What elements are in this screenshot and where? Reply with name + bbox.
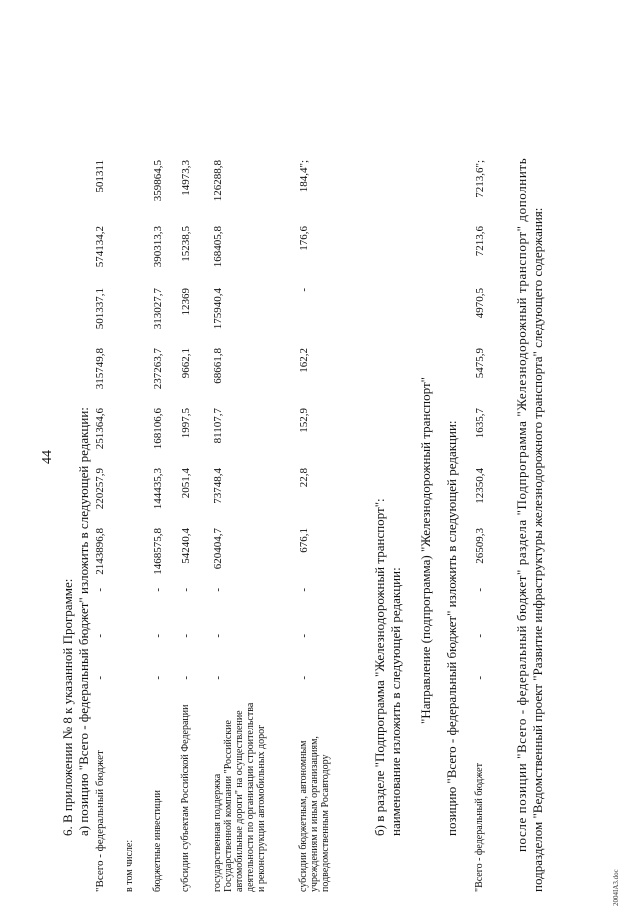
table-cell: 22,8 [298, 468, 310, 488]
row-label-line: Государственной компании "Российские [223, 720, 234, 892]
table-cell: 359864,5 [152, 160, 164, 202]
table-cell: 162,2 [298, 348, 310, 373]
paragraph-final-line1: после позиции "Всего - федеральный бюджет" раздела "Подпрограмма "Железнодорожный транспорт" дополнить [514, 157, 529, 852]
table-cell: 14973,3 [180, 160, 192, 196]
row-label-line: государственная поддержка [212, 773, 223, 892]
table1-row-investments [152, 12, 164, 892]
document-page [30, 12, 620, 906]
table-cell: 7213,6"; [474, 160, 486, 198]
table-cell: 390313,3 [152, 226, 164, 268]
table1-row-subheading [124, 12, 136, 892]
table-cell: 220257,9 [94, 468, 106, 510]
heading-paragraph: 6. В приложении № 8 к указанной Программе: [60, 578, 75, 836]
table-cell: 176,6 [298, 226, 310, 251]
page-number: 44 [40, 450, 55, 464]
table-cell: 4970,5 [474, 288, 486, 319]
table-cell: 12350,4 [474, 468, 486, 504]
table-cell: - [152, 676, 164, 680]
table-cell: 12369 [180, 288, 192, 316]
table-cell: 501337,1 [94, 288, 106, 330]
table-cell: - [212, 676, 224, 680]
table-cell: 152,9 [298, 408, 310, 433]
table-cell: 1635,7 [474, 408, 486, 439]
table1-row-subsidies-regions [180, 12, 192, 892]
row-label: в том числе: [124, 839, 135, 892]
table-cell: 175940,4 [212, 288, 224, 330]
paragraph-b4: позицию "Всего - федеральный бюджет" изложить в следующей редакции: [444, 420, 459, 836]
table-cell: 26509,3 [474, 528, 486, 564]
table-cell: 7213,6 [474, 226, 486, 257]
table-cell: 5475,9 [474, 348, 486, 379]
table-cell: - [474, 588, 486, 592]
table-cell: 251364,6 [94, 408, 106, 450]
table-cell: 237263,7 [152, 348, 164, 390]
table-cell: 73748,4 [212, 468, 224, 504]
table-cell: 501311 [94, 160, 106, 193]
row-label: "Всего - федеральный бюджет [94, 750, 106, 892]
table-cell: - [94, 634, 106, 638]
table-cell: 1468575,8 [152, 528, 164, 575]
table-cell: - [474, 676, 486, 680]
table-cell: 315749,8 [94, 348, 106, 390]
table2-row-total [474, 12, 486, 892]
table-cell: - [152, 588, 164, 592]
row-label-line: учреждениям и иным организациям, [309, 736, 320, 892]
row-label [212, 703, 267, 892]
table-cell: 54240,4 [180, 528, 192, 564]
table-cell: - [474, 634, 486, 638]
table-cell: 168405,8 [212, 226, 224, 268]
table-cell: 620404,7 [212, 528, 224, 570]
row-label-line: автомобильные дороги" на осуществление [234, 710, 245, 892]
table-cell: - [212, 634, 224, 638]
row-label: субсидии субъектам Российской Федерации [180, 704, 191, 892]
table-cell: 168106,6 [152, 408, 164, 450]
table-cell: 81107,7 [212, 408, 224, 444]
paragraph-a: а) позицию "Всего - федеральный бюджет" изложить в следующей редакции: [76, 407, 91, 836]
table-cell: 9662,1 [180, 348, 192, 379]
table-cell: 144435,3 [152, 468, 164, 510]
table1-row-state-support [212, 12, 268, 892]
table-cell: - [94, 676, 106, 680]
paragraph-final-line2: подразделом "Ведомственный проект "Развитие инфраструктуры железнодорожного транспорта" следующего содержания: [530, 207, 545, 892]
table-cell: - [298, 676, 310, 680]
table-cell: - [94, 588, 106, 592]
table-cell: - [298, 634, 310, 638]
table-cell: - [212, 588, 224, 592]
row-label-line: деятельности по организации строительства [245, 702, 256, 892]
table-cell: 313027,7 [152, 288, 164, 330]
table-cell: 676,1 [298, 528, 310, 553]
row-label [298, 736, 331, 892]
table-cell: 15238,5 [180, 226, 192, 262]
row-label-line: субсидии бюджетным, автономным [298, 740, 309, 892]
table-cell: 68661,8 [212, 348, 224, 384]
table-cell: 2051,4 [180, 468, 192, 499]
table-cell: 1997,5 [180, 408, 192, 439]
table-cell: - [152, 634, 164, 638]
table-cell: - [180, 676, 192, 680]
table-cell: - [298, 588, 310, 592]
table-cell: - [298, 288, 310, 292]
table-cell: 574134,2 [94, 226, 106, 268]
footer-filename: 2004IA3.doc [612, 869, 620, 906]
table-cell: 2143896,8 [94, 528, 106, 575]
table-cell: 184,4"; [298, 160, 310, 193]
table-cell: 126288,8 [212, 160, 224, 202]
row-label-line: и реконструкции автомобильных дорог [256, 724, 267, 892]
paragraph-b2: наименование изложить в следующей редакции: [388, 567, 403, 836]
paragraph-b1: б) в разделе "Подпрограмма "Железнодорожный транспорт": [372, 498, 387, 836]
table-cell: - [180, 588, 192, 592]
row-label-line: подведомственным Росавтодору [320, 754, 331, 892]
table-cell: - [180, 634, 192, 638]
table1-row-subsidies-institutions [298, 12, 334, 892]
paragraph-b3: "Направление (подпрограмма) "Железнодорожный транспорт" [418, 377, 433, 724]
table1-row-total [94, 12, 106, 892]
row-label: "Всего - федеральный бюджет [474, 763, 485, 892]
row-label: бюджетные инвестиции [152, 789, 163, 892]
